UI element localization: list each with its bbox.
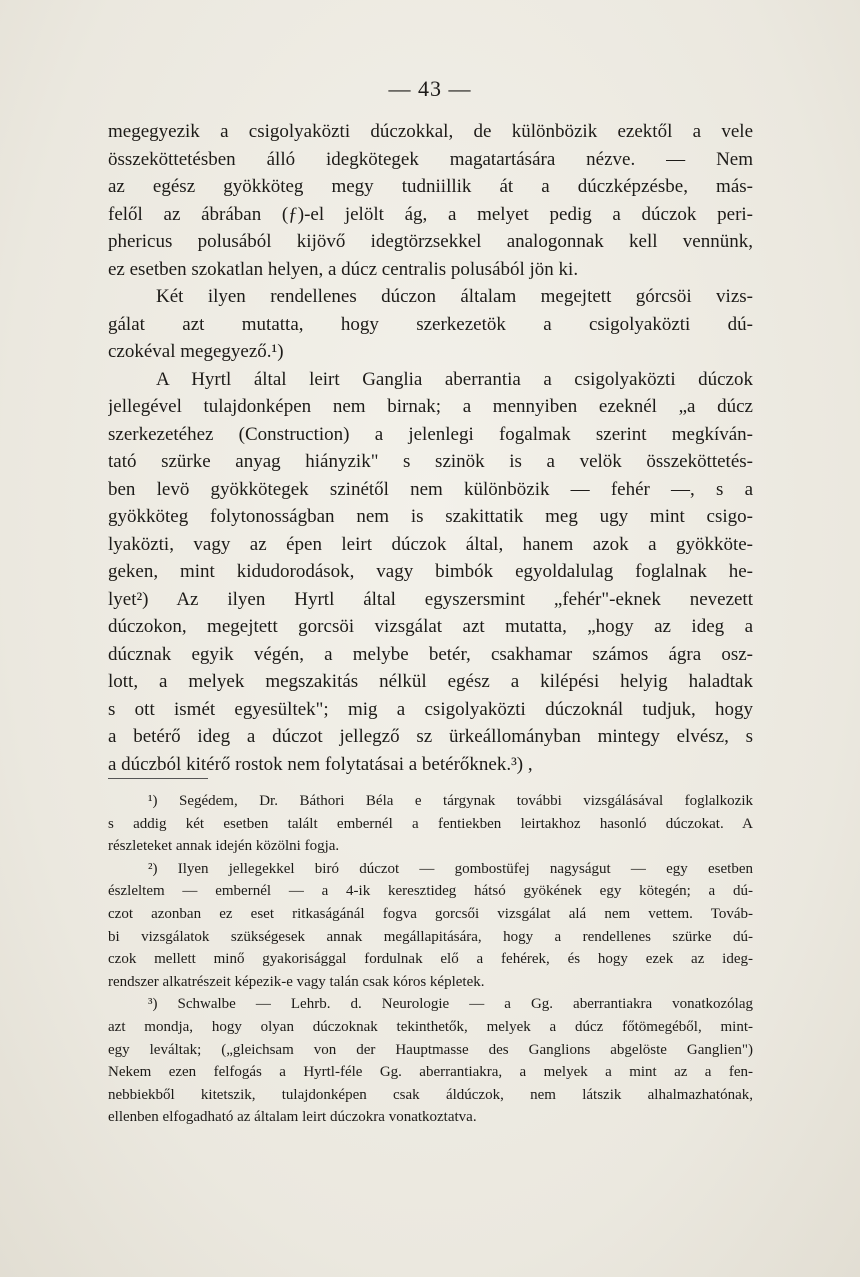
footnote-line: ellenben elfogadható az általam leirt dúczokra vonatkoztatva.: [108, 1109, 477, 1126]
footnote-line: észleltem — embernél — a 4-ik keresztideg hátsó gyökének egy kötegén; a dú-: [108, 883, 753, 900]
text-line: lott, a melyek megszakitás nélkül egész a kilépési helyig haladtak: [108, 671, 753, 692]
footnote-line: s addig két esetben talált embernél a fentiekben leirtakhoz hasonló dúczokat. A: [108, 815, 753, 832]
text-line: megegyezik a csigolyaközti dúczokkal, de különbözik ezektől a vele: [108, 121, 753, 142]
footnote-line: ³) Schwalbe — Lehrb. d. Neurologie — a Gg. aberrantiakra vonatkozólag: [148, 996, 753, 1013]
footnote-line: nebbiekből kitetszik, tulajdonképen csak áldúczok, nem látszik alhalmazhatónak,: [108, 1086, 753, 1103]
text-line: lyet²) Az ilyen Hyrtl által egyszersmint „fehér"-eknek nevezett: [108, 588, 753, 610]
text-line: ez esetben szokatlan helyen, a dúcz centralis polusából jön ki.: [108, 258, 579, 280]
footnote-line: azt mondja, hogy olyan dúczoknak tekinthetők, melyek a dúcz főtömegéből, mint-: [108, 1018, 753, 1035]
text-line: felől az ábrában (ƒ)-el jelölt ág, a melyet pedig a dúczok peri-: [108, 203, 753, 225]
footnote-line: ¹) Segédem, Dr. Báthori Béla e tárgynak további vizsgálásával foglalkozik: [148, 793, 753, 809]
text-line: s ott ismét egyesültek"; mig a csigolyaközti dúczoknál tudjuk, hogy: [108, 698, 753, 720]
text-line: lyaközti, vagy az épen leirt dúczok által, hanem azok a gyökköte-: [108, 533, 753, 555]
text-line: gyökköteg folytonosságban nem is szakittatik meg ugy mint csigo-: [108, 506, 753, 527]
text-line: gálat azt mutatta, hogy szerkezetök a csigolyaközti dú-: [108, 313, 753, 335]
footnote-line: czot azonban ez eset ritkaságánál fogva gorcsői vizsgálat alá nem vettem. Továb-: [108, 905, 753, 922]
footnote-line: bi vizsgálatok szükségesek annak megállapitására, hogy a rendellenes szürke dú-: [108, 928, 753, 945]
footnote-line: czok mellett minő gyakorisággal fordulnak elő a fehérek, és hogy ezek az ideg-: [108, 951, 753, 968]
text-line: A Hyrtl által leirt Ganglia aberrantia a csigolyaközti dúczok: [156, 368, 753, 390]
footnote-line: ²) Ilyen jellegekkel biró dúczot — gombostüfej nagyságut — egy esetben: [148, 860, 753, 877]
text-line: a betérő ideg a dúczot jellegző sz ürkeállományban mintegy elvész, s: [108, 726, 753, 747]
footnote-separator: [108, 778, 208, 779]
footnote-line: egy leváltak; („gleichsam von der Hauptmasse des Ganglions abgelöste Ganglien"): [108, 1041, 753, 1058]
text-line: dúcznak egyik végén, a melybe betér, csakhamar számos ágra osz-: [108, 643, 753, 665]
text-line: geken, mint kidudorodások, vagy bimbók egyoldalulag foglalnak he-: [108, 561, 753, 582]
footnotes: [108, 790, 753, 1129]
footnote-line: Nekem ezen felfogás a Hyrtl-féle Gg. aberrantiakra, a melyek a mint az a fen-: [108, 1064, 753, 1081]
text-line: phericus polusából kijövő idegtörzsekkel analogonnak kell vennünk,: [108, 231, 753, 252]
text-line: jellegével tulajdonképen nem birnak; a mennyiben ezeknél „a dúcz: [108, 396, 753, 417]
page-number: — 43 —: [388, 76, 472, 101]
text-line: Két ilyen rendellenes dúczon általam megejtett górcsöi vizs-: [156, 286, 753, 307]
text-line: ben levö gyökkötegek szinétől nem különbözik — fehér —, s a: [108, 478, 753, 500]
text-line: a dúczból kitérő rostok nem folytatásai a betérőknek.³) ,: [108, 753, 533, 775]
text-line: dúczokon, megejtett gorcsöi vizsgálat azt mutatta, „hogy az ideg a: [108, 616, 753, 637]
footnote-line: részleteket annak idején közölni fogja.: [108, 838, 340, 855]
footnote-line: rendszer alkatrészeit képezik-e vagy talán csak kóros képletek.: [108, 973, 485, 990]
main-text: [108, 118, 753, 778]
text-line: az egész gyökköteg megy tudniillik át a dúczképzésbe, más-: [108, 176, 753, 197]
text-line: czokéval megegyező.¹): [108, 341, 284, 362]
text-line: tató szürke anyag hiányzik" s szinök is a velök összeköttetés-: [108, 451, 753, 472]
text-line: összeköttetésben álló idegkötegek magatartására nézve. — Nem: [108, 148, 753, 170]
text-line: szerkezetéhez (Construction) a jelenlegi fogalmak szerint megkíván-: [108, 423, 753, 445]
